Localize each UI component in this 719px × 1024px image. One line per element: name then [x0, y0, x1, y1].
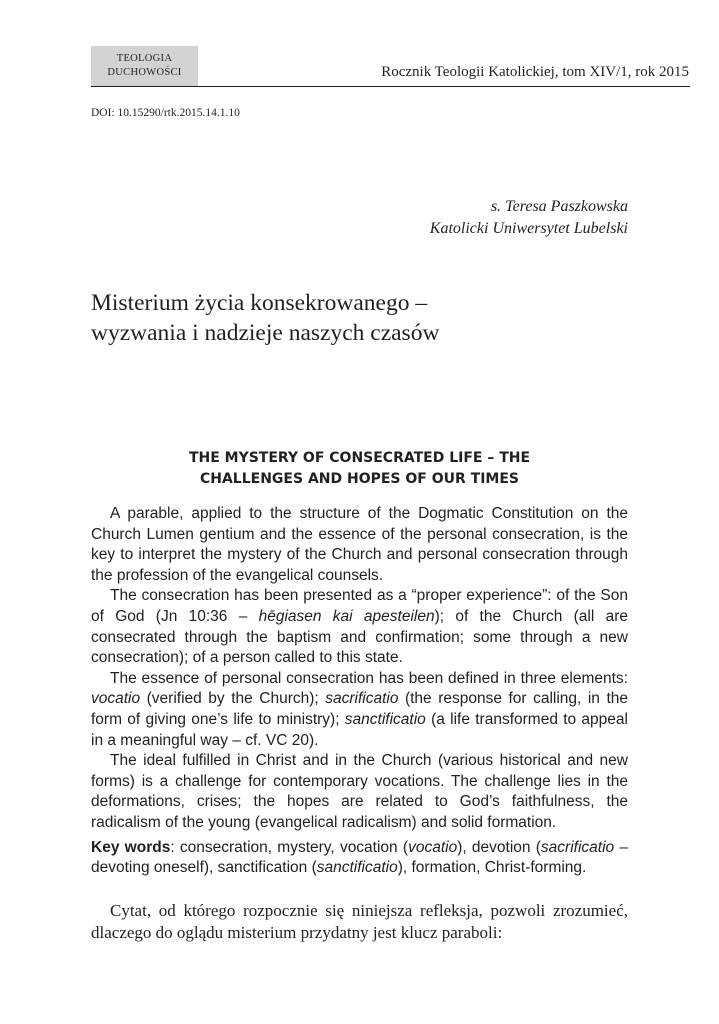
- badge-line-2: DUCHOWOŚCI: [107, 67, 182, 78]
- keywords-label: Key words: [91, 838, 171, 856]
- abstract-paragraph-2: [91, 586, 628, 668]
- article-title-polish: [91, 288, 631, 348]
- keywords-text: – devoting oneself), sanctification (: [91, 838, 628, 877]
- author-affiliation: Katolicki Uniwersytet Lubelski: [429, 220, 628, 237]
- abstract-text: (verified by the Church);: [140, 690, 326, 708]
- keywords-italic: sanctificatio: [316, 859, 398, 877]
- abstract-text: (the response for calling, in the form of giving one’s life to ministry);: [91, 690, 628, 728]
- badge-line-1: TEOLOGIA: [116, 53, 173, 64]
- abstract-italic: sanctificatio: [344, 710, 426, 728]
- body-paragraph-1: Cytat, od którego rozpocznie się niniejsza refleksja, pozwoli zrozumieć, dlaczego do oglądu misterium przydatny jest klucz paraboli:: [91, 901, 628, 942]
- title-pl-line-2: wyzwania i nadzieje naszych czasów: [91, 320, 440, 346]
- doi: DOI: 10.15290/rtk.2015.14.1.10: [91, 107, 240, 119]
- abstract-paragraph-4: The ideal fulfilled in Christ and in the Church (various historical and new forms) is a challenge for contemporary vocations. The challenge lies in the deformations, crises; the hopes are related to God’s faithfulness, the radicalism of the young (evangelical radicalism) and solid formation.: [91, 752, 628, 831]
- author-block: [430, 196, 628, 240]
- journal-section-badge: [91, 46, 198, 86]
- abstract-italic: vocatio: [91, 690, 141, 708]
- title-en-line-2: CHALLENGES AND HOPES OF OUR TIMES: [199, 471, 519, 487]
- abstract-text: The consecration has been presented as a “proper experience”: of the Son of God (Jn 10:36 –: [91, 587, 628, 625]
- abstract-text: ); of the Church (all are consecrated through the baptism and confirmation; some through a new consecration); of a person called to this state.: [91, 607, 629, 667]
- article-title-english: [91, 448, 628, 490]
- abstract-paragraph-3: [91, 669, 628, 751]
- keywords-text: ), formation, Christ-forming.: [397, 859, 587, 877]
- author-name: s. Teresa Paszkowska: [490, 198, 628, 215]
- keywords-text: ), devotion (: [457, 838, 541, 856]
- abstract-text: (a life transformed to appeal in a meaningful way – cf. VC 20).: [91, 710, 628, 749]
- journal-citation: Rocznik Teologii Katolickiej, tom XIV/1, rok 2015: [381, 64, 689, 80]
- keywords-text: : consecration, mystery, vocation (: [170, 838, 409, 856]
- keywords-italic: vocatio: [408, 838, 458, 856]
- keywords: [91, 838, 628, 879]
- abstract-italic: hēgiasen kai apesteilen: [258, 607, 435, 625]
- title-pl-line-1: Misterium życia konsekrowanego –: [91, 290, 428, 316]
- abstract-text: The essence of personal consecration has been defined in three elements:: [110, 669, 628, 687]
- keywords-italic: sacrificatio: [540, 838, 615, 856]
- title-en-line-1: THE MYSTERY OF CONSECRATED LIFE – THE: [188, 450, 531, 466]
- abstract-paragraph-1: A parable, applied to the structure of the Dogmatic Constitution on the Church Lumen gentium and the essence of the personal consecration, is the key to interpret the mystery of the Church and personal consecration through the profession of the evangelical counsels.: [91, 505, 628, 584]
- abstract-italic: sacrificatio: [325, 690, 399, 708]
- abstract: [91, 504, 628, 879]
- header-rule: [91, 86, 690, 87]
